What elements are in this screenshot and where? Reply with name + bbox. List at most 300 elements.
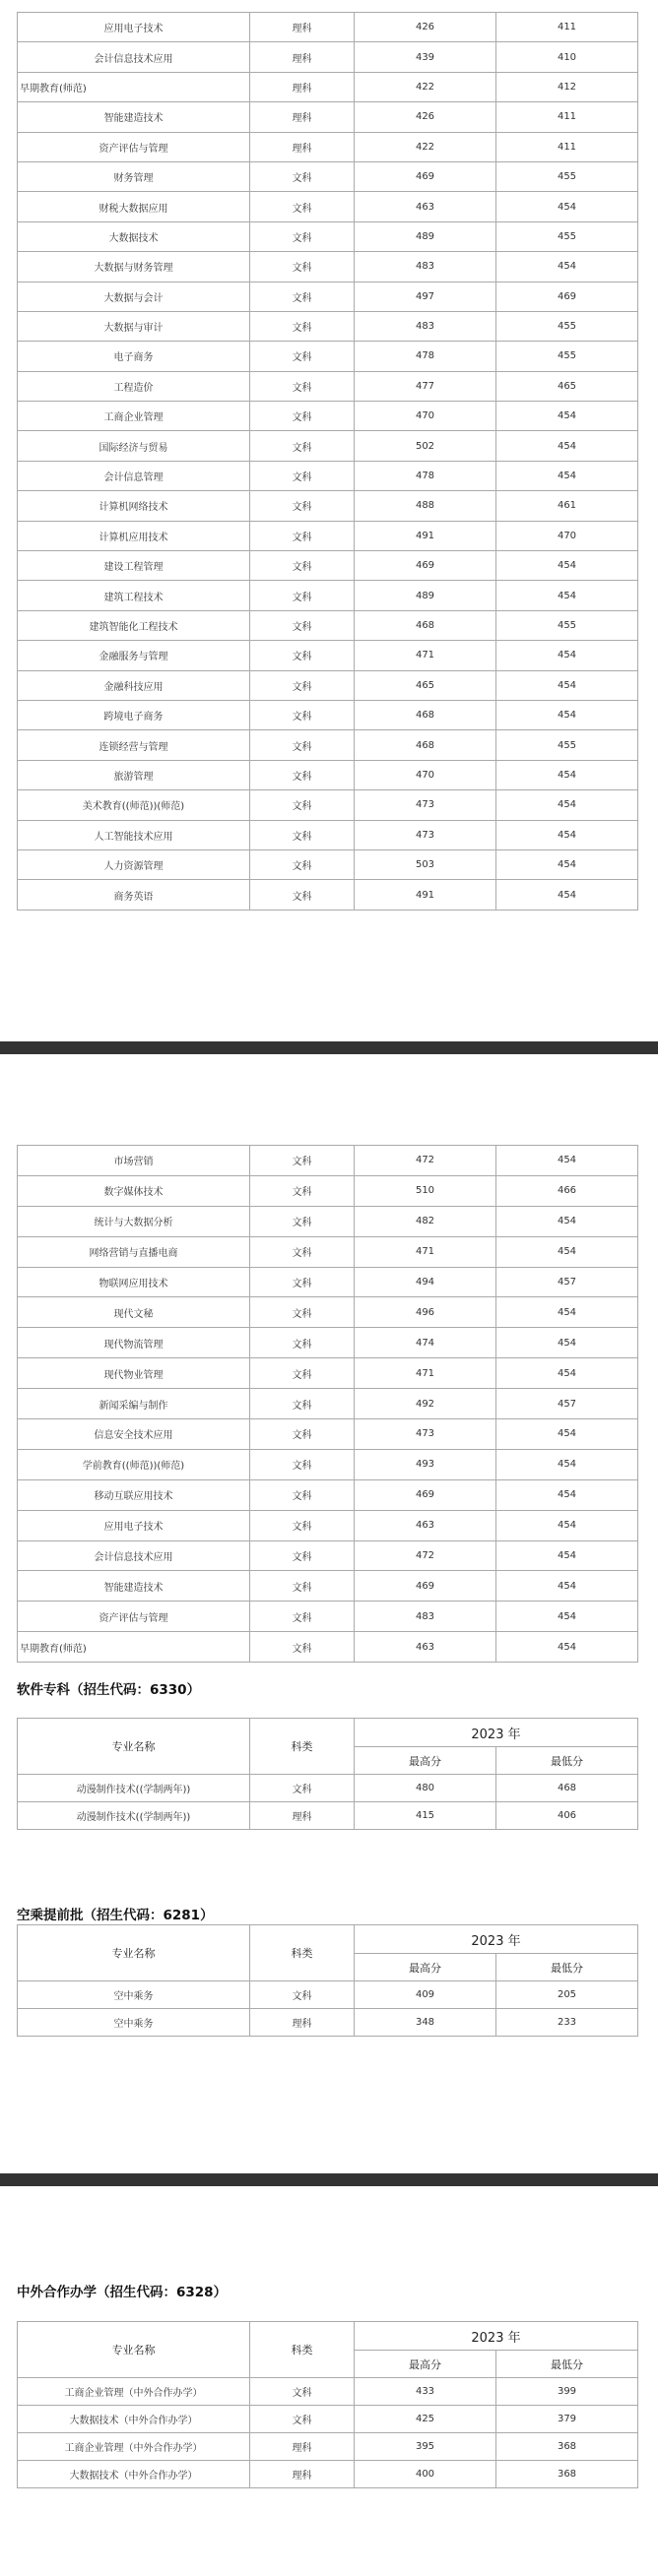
max-score-cell: 489 — [355, 581, 496, 610]
min-score-cell: 455 — [496, 221, 638, 251]
min-score-cell: 455 — [496, 730, 638, 760]
coop-heading: 中外合作办学（招生代码：6328） — [17, 2285, 228, 2300]
major-name-cell: 建设工程管理 — [18, 551, 250, 581]
major-name-cell: 学前教育((师范))(师范) — [18, 1449, 250, 1479]
max-score-cell: 469 — [355, 1571, 496, 1602]
software-table — [17, 1718, 638, 1830]
major-name-cell: 动漫制作技术((学制两年)) — [18, 1775, 250, 1802]
header-major: 专业名称 — [18, 2322, 250, 2378]
max-score-cell: 473 — [355, 820, 496, 849]
max-score-cell: 469 — [355, 1479, 496, 1510]
table-row — [18, 700, 638, 729]
table-row — [18, 282, 638, 311]
category-cell: 文科 — [250, 670, 355, 700]
table-row — [18, 342, 638, 371]
max-score-cell: 422 — [355, 132, 496, 161]
category-cell: 文科 — [250, 849, 355, 879]
major-name-cell: 数字媒体技术 — [18, 1175, 250, 1206]
table-row — [18, 521, 638, 550]
air-table-body — [18, 1981, 638, 2037]
max-score-cell: 494 — [355, 1267, 496, 1297]
table-row — [18, 1775, 638, 1802]
score-table-part2-body — [18, 1146, 638, 1663]
table-row — [18, 1175, 638, 1206]
max-score-cell: 463 — [355, 1510, 496, 1540]
max-score-cell: 471 — [355, 1236, 496, 1267]
category-cell: 理科 — [250, 102, 355, 132]
major-name-cell: 市场营销 — [18, 1146, 250, 1176]
major-name-cell: 计算机网络技术 — [18, 491, 250, 521]
max-score-cell: 503 — [355, 849, 496, 879]
major-name-cell: 信息安全技术应用 — [18, 1419, 250, 1450]
max-score-cell: 477 — [355, 371, 496, 401]
min-score-cell: 410 — [496, 42, 638, 72]
major-name-cell: 会计信息管理 — [18, 461, 250, 490]
category-cell: 文科 — [250, 1981, 355, 2009]
coop-table-section — [17, 2321, 637, 2488]
min-score-cell: 455 — [496, 161, 638, 191]
min-score-cell: 454 — [496, 880, 638, 910]
coop-table — [17, 2321, 638, 2488]
max-score-cell: 425 — [355, 2406, 496, 2433]
min-score-cell: 411 — [496, 102, 638, 132]
major-name-cell: 工商企业管理（中外合作办学） — [18, 2378, 250, 2406]
min-score-cell: 454 — [496, 1479, 638, 1510]
category-cell: 文科 — [250, 1571, 355, 1602]
table-row — [18, 132, 638, 161]
max-score-cell: 510 — [355, 1175, 496, 1206]
min-score-cell: 368 — [496, 2433, 638, 2461]
category-cell: 文科 — [250, 1419, 355, 1450]
major-name-cell: 连锁经营与管理 — [18, 730, 250, 760]
table-row — [18, 1358, 638, 1389]
category-cell: 文科 — [250, 641, 355, 670]
table-row — [18, 1510, 638, 1540]
min-score-cell: 411 — [496, 13, 638, 42]
major-name-cell: 电子商务 — [18, 342, 250, 371]
major-name-cell: 空中乘务 — [18, 2009, 250, 2037]
major-name-cell: 大数据与会计 — [18, 282, 250, 311]
category-cell: 文科 — [250, 700, 355, 729]
max-score-cell: 468 — [355, 700, 496, 729]
max-score-cell: 491 — [355, 521, 496, 550]
category-cell: 文科 — [250, 2406, 355, 2433]
min-score-cell: 454 — [496, 670, 638, 700]
max-score-cell: 422 — [355, 72, 496, 101]
max-score-cell: 468 — [355, 730, 496, 760]
category-cell: 文科 — [250, 311, 355, 341]
category-cell: 文科 — [250, 760, 355, 789]
category-cell: 文科 — [250, 1206, 355, 1236]
table-row — [18, 491, 638, 521]
header-category: 科类 — [250, 1719, 355, 1775]
score-table-part2-section — [17, 1145, 637, 1663]
min-score-cell: 205 — [496, 1981, 638, 2009]
min-score-cell: 454 — [496, 551, 638, 581]
category-cell: 文科 — [250, 161, 355, 191]
category-cell: 理科 — [250, 42, 355, 72]
max-score-cell: 468 — [355, 610, 496, 640]
min-score-cell: 454 — [496, 1297, 638, 1328]
score-table-part2 — [17, 1145, 638, 1663]
max-score-cell: 463 — [355, 1632, 496, 1663]
category-cell: 文科 — [250, 1479, 355, 1510]
max-score-cell: 409 — [355, 1981, 496, 2009]
table-row — [18, 42, 638, 72]
table-row — [18, 1632, 638, 1663]
major-name-cell: 财税大数据应用 — [18, 192, 250, 221]
table-row — [18, 1328, 638, 1358]
category-cell: 文科 — [250, 402, 355, 431]
min-score-cell: 454 — [496, 1602, 638, 1632]
category-cell: 文科 — [250, 342, 355, 371]
major-name-cell: 动漫制作技术((学制两年)) — [18, 1802, 250, 1830]
score-table-part1-section — [17, 12, 637, 911]
max-score-cell: 348 — [355, 2009, 496, 2037]
max-score-cell: 400 — [355, 2461, 496, 2488]
header-min: 最低分 — [496, 2351, 638, 2378]
category-cell: 文科 — [250, 371, 355, 401]
min-score-cell: 454 — [496, 1571, 638, 1602]
table-row — [18, 581, 638, 610]
major-name-cell: 现代物业管理 — [18, 1358, 250, 1389]
header-category: 科类 — [250, 1925, 355, 1981]
max-score-cell: 493 — [355, 1449, 496, 1479]
min-score-cell: 454 — [496, 790, 638, 820]
table-row — [18, 1802, 638, 1830]
min-score-cell: 465 — [496, 371, 638, 401]
min-score-cell: 379 — [496, 2406, 638, 2433]
min-score-cell: 454 — [496, 1146, 638, 1176]
category-cell: 理科 — [250, 72, 355, 101]
min-score-cell: 455 — [496, 610, 638, 640]
category-cell: 文科 — [250, 2378, 355, 2406]
major-name-cell: 人力资源管理 — [18, 849, 250, 879]
min-score-cell: 454 — [496, 700, 638, 729]
category-cell: 文科 — [250, 1602, 355, 1632]
max-score-cell: 474 — [355, 1328, 496, 1358]
table-row — [18, 402, 638, 431]
table-row — [18, 2433, 638, 2461]
min-score-cell: 454 — [496, 641, 638, 670]
category-cell: 文科 — [250, 880, 355, 910]
max-score-cell: 426 — [355, 13, 496, 42]
min-score-cell: 454 — [496, 1449, 638, 1479]
major-name-cell: 新闻采编与制作 — [18, 1389, 250, 1419]
table-row — [18, 1419, 638, 1450]
category-cell: 理科 — [250, 2009, 355, 2037]
major-name-cell: 智能建造技术 — [18, 102, 250, 132]
air-table — [17, 1924, 638, 2037]
table-row — [18, 1236, 638, 1267]
min-score-cell: 454 — [496, 431, 638, 461]
major-name-cell: 资产评估与管理 — [18, 132, 250, 161]
category-cell: 文科 — [250, 1510, 355, 1540]
max-score-cell: 483 — [355, 1602, 496, 1632]
min-score-cell: 233 — [496, 2009, 638, 2037]
category-cell: 理科 — [250, 2433, 355, 2461]
min-score-cell: 368 — [496, 2461, 638, 2488]
category-cell: 文科 — [250, 1389, 355, 1419]
max-score-cell: 489 — [355, 221, 496, 251]
table-row — [18, 1449, 638, 1479]
max-score-cell: 480 — [355, 1775, 496, 1802]
max-score-cell: 463 — [355, 192, 496, 221]
table-row — [18, 610, 638, 640]
major-name-cell: 工商企业管理 — [18, 402, 250, 431]
major-name-cell: 商务英语 — [18, 880, 250, 910]
min-score-cell: 454 — [496, 1632, 638, 1663]
major-name-cell: 工商企业管理（中外合作办学） — [18, 2433, 250, 2461]
table-row — [18, 2378, 638, 2406]
min-score-cell: 454 — [496, 581, 638, 610]
header-category: 科类 — [250, 2322, 355, 2378]
table-row — [18, 1602, 638, 1632]
min-score-cell: 457 — [496, 1389, 638, 1419]
coop-table-body — [18, 2378, 638, 2488]
max-score-cell: 502 — [355, 431, 496, 461]
header-min: 最低分 — [496, 1747, 638, 1775]
category-cell: 文科 — [250, 491, 355, 521]
major-name-cell: 工程造价 — [18, 371, 250, 401]
min-score-cell: 470 — [496, 521, 638, 550]
header-major: 专业名称 — [18, 1719, 250, 1775]
category-cell: 文科 — [250, 431, 355, 461]
header-max: 最高分 — [355, 2351, 496, 2378]
max-score-cell: 470 — [355, 760, 496, 789]
min-score-cell: 457 — [496, 1267, 638, 1297]
min-score-cell: 454 — [496, 1540, 638, 1571]
table-row — [18, 790, 638, 820]
max-score-cell: 483 — [355, 252, 496, 282]
category-cell: 文科 — [250, 1297, 355, 1328]
min-score-cell: 412 — [496, 72, 638, 101]
major-name-cell: 旅游管理 — [18, 760, 250, 789]
software-table-body — [18, 1775, 638, 1830]
category-cell: 文科 — [250, 1267, 355, 1297]
max-score-cell: 415 — [355, 1802, 496, 1830]
min-score-cell: 454 — [496, 252, 638, 282]
max-score-cell: 395 — [355, 2433, 496, 2461]
table-row — [18, 1297, 638, 1328]
table-row — [18, 1981, 638, 2009]
air-heading: 空乘提前批（招生代码：6281） — [17, 1908, 214, 1923]
major-name-cell: 跨境电子商务 — [18, 700, 250, 729]
table-row — [18, 13, 638, 42]
table-row — [18, 2461, 638, 2488]
category-cell: 文科 — [250, 461, 355, 490]
min-score-cell: 469 — [496, 282, 638, 311]
header-year: 2023 年 — [355, 1925, 638, 1954]
software-table-section — [17, 1718, 637, 1830]
major-name-cell: 金融科技应用 — [18, 670, 250, 700]
page-separator — [0, 2173, 658, 2186]
table-row — [18, 1540, 638, 1571]
max-score-cell: 470 — [355, 402, 496, 431]
min-score-cell: 454 — [496, 820, 638, 849]
major-name-cell: 国际经济与贸易 — [18, 431, 250, 461]
category-cell: 文科 — [250, 610, 355, 640]
min-score-cell: 468 — [496, 1775, 638, 1802]
header-max: 最高分 — [355, 1747, 496, 1775]
category-cell: 理科 — [250, 13, 355, 42]
table-row — [18, 760, 638, 789]
major-name-cell: 大数据与财务管理 — [18, 252, 250, 282]
table-row — [18, 820, 638, 849]
min-score-cell: 454 — [496, 1510, 638, 1540]
major-name-cell: 现代文秘 — [18, 1297, 250, 1328]
major-name-cell: 物联网应用技术 — [18, 1267, 250, 1297]
major-name-cell: 大数据技术（中外合作办学） — [18, 2406, 250, 2433]
max-score-cell: 472 — [355, 1146, 496, 1176]
table-row — [18, 1571, 638, 1602]
max-score-cell: 478 — [355, 461, 496, 490]
major-name-cell: 金融服务与管理 — [18, 641, 250, 670]
header-year: 2023 年 — [355, 1719, 638, 1747]
category-cell: 文科 — [250, 551, 355, 581]
category-cell: 文科 — [250, 1632, 355, 1663]
table-row — [18, 102, 638, 132]
category-cell: 文科 — [250, 820, 355, 849]
major-name-cell: 网络营销与直播电商 — [18, 1236, 250, 1267]
major-name-cell: 早期教育(师范) — [18, 72, 250, 101]
software-heading: 软件专科（招生代码：6330） — [17, 1682, 201, 1698]
max-score-cell: 483 — [355, 311, 496, 341]
table-row — [18, 880, 638, 910]
category-cell: 文科 — [250, 1540, 355, 1571]
max-score-cell: 465 — [355, 670, 496, 700]
category-cell: 文科 — [250, 1328, 355, 1358]
min-score-cell: 399 — [496, 2378, 638, 2406]
table-row — [18, 551, 638, 581]
major-name-cell: 资产评估与管理 — [18, 1602, 250, 1632]
table-row — [18, 2406, 638, 2433]
category-cell: 文科 — [250, 1175, 355, 1206]
major-name-cell: 大数据与审计 — [18, 311, 250, 341]
score-table-part1-body — [18, 13, 638, 911]
category-cell: 文科 — [250, 1236, 355, 1267]
table-row — [18, 1146, 638, 1176]
max-score-cell: 471 — [355, 1358, 496, 1389]
min-score-cell: 454 — [496, 1236, 638, 1267]
min-score-cell: 455 — [496, 342, 638, 371]
table-row — [18, 252, 638, 282]
table-row — [18, 461, 638, 490]
major-name-cell: 会计信息技术应用 — [18, 42, 250, 72]
major-name-cell: 现代物流管理 — [18, 1328, 250, 1358]
max-score-cell: 478 — [355, 342, 496, 371]
min-score-cell: 454 — [496, 1328, 638, 1358]
category-cell: 文科 — [250, 1146, 355, 1176]
major-name-cell: 计算机应用技术 — [18, 521, 250, 550]
header-min: 最低分 — [496, 1954, 638, 1981]
min-score-cell: 454 — [496, 1419, 638, 1450]
category-cell: 理科 — [250, 1802, 355, 1830]
major-name-cell: 建筑工程技术 — [18, 581, 250, 610]
max-score-cell: 471 — [355, 641, 496, 670]
major-name-cell: 大数据技术 — [18, 221, 250, 251]
category-cell: 文科 — [250, 282, 355, 311]
major-name-cell: 应用电子技术 — [18, 13, 250, 42]
category-cell: 文科 — [250, 1775, 355, 1802]
air-table-section — [17, 1924, 637, 2037]
table-row — [18, 1206, 638, 1236]
category-cell: 文科 — [250, 730, 355, 760]
header-max: 最高分 — [355, 1954, 496, 1981]
major-name-cell: 应用电子技术 — [18, 1510, 250, 1540]
max-score-cell: 473 — [355, 1419, 496, 1450]
min-score-cell: 406 — [496, 1802, 638, 1830]
major-name-cell: 财务管理 — [18, 161, 250, 191]
major-name-cell: 空中乘务 — [18, 1981, 250, 2009]
category-cell: 文科 — [250, 1449, 355, 1479]
max-score-cell: 492 — [355, 1389, 496, 1419]
max-score-cell: 488 — [355, 491, 496, 521]
category-cell: 文科 — [250, 221, 355, 251]
table-row — [18, 2009, 638, 2037]
max-score-cell: 496 — [355, 1297, 496, 1328]
max-score-cell: 482 — [355, 1206, 496, 1236]
major-name-cell: 人工智能技术应用 — [18, 820, 250, 849]
score-table-part1 — [17, 12, 638, 911]
category-cell: 文科 — [250, 790, 355, 820]
category-cell: 文科 — [250, 581, 355, 610]
max-score-cell: 473 — [355, 790, 496, 820]
min-score-cell: 466 — [496, 1175, 638, 1206]
max-score-cell: 433 — [355, 2378, 496, 2406]
max-score-cell: 491 — [355, 880, 496, 910]
max-score-cell: 426 — [355, 102, 496, 132]
table-row — [18, 371, 638, 401]
major-name-cell: 早期教育(师范) — [18, 1632, 250, 1663]
min-score-cell: 454 — [496, 461, 638, 490]
table-row — [18, 221, 638, 251]
table-row — [18, 161, 638, 191]
table-row — [18, 311, 638, 341]
min-score-cell: 454 — [496, 402, 638, 431]
max-score-cell: 469 — [355, 551, 496, 581]
table-row — [18, 192, 638, 221]
table-row — [18, 1267, 638, 1297]
category-cell: 文科 — [250, 252, 355, 282]
major-name-cell: 大数据技术（中外合作办学） — [18, 2461, 250, 2488]
header-major: 专业名称 — [18, 1925, 250, 1981]
max-score-cell: 472 — [355, 1540, 496, 1571]
min-score-cell: 411 — [496, 132, 638, 161]
min-score-cell: 454 — [496, 849, 638, 879]
major-name-cell: 智能建造技术 — [18, 1571, 250, 1602]
table-row — [18, 72, 638, 101]
max-score-cell: 469 — [355, 161, 496, 191]
min-score-cell: 454 — [496, 1206, 638, 1236]
category-cell: 文科 — [250, 192, 355, 221]
max-score-cell: 439 — [355, 42, 496, 72]
page-separator — [0, 1041, 658, 1054]
major-name-cell: 美术教育((师范))(师范) — [18, 790, 250, 820]
max-score-cell: 497 — [355, 282, 496, 311]
min-score-cell: 454 — [496, 192, 638, 221]
major-name-cell: 移动互联应用技术 — [18, 1479, 250, 1510]
category-cell: 理科 — [250, 132, 355, 161]
category-cell: 文科 — [250, 521, 355, 550]
table-row — [18, 1389, 638, 1419]
major-name-cell: 会计信息技术应用 — [18, 1540, 250, 1571]
table-row — [18, 670, 638, 700]
category-cell: 文科 — [250, 1358, 355, 1389]
major-name-cell: 建筑智能化工程技术 — [18, 610, 250, 640]
table-row — [18, 849, 638, 879]
min-score-cell: 454 — [496, 760, 638, 789]
